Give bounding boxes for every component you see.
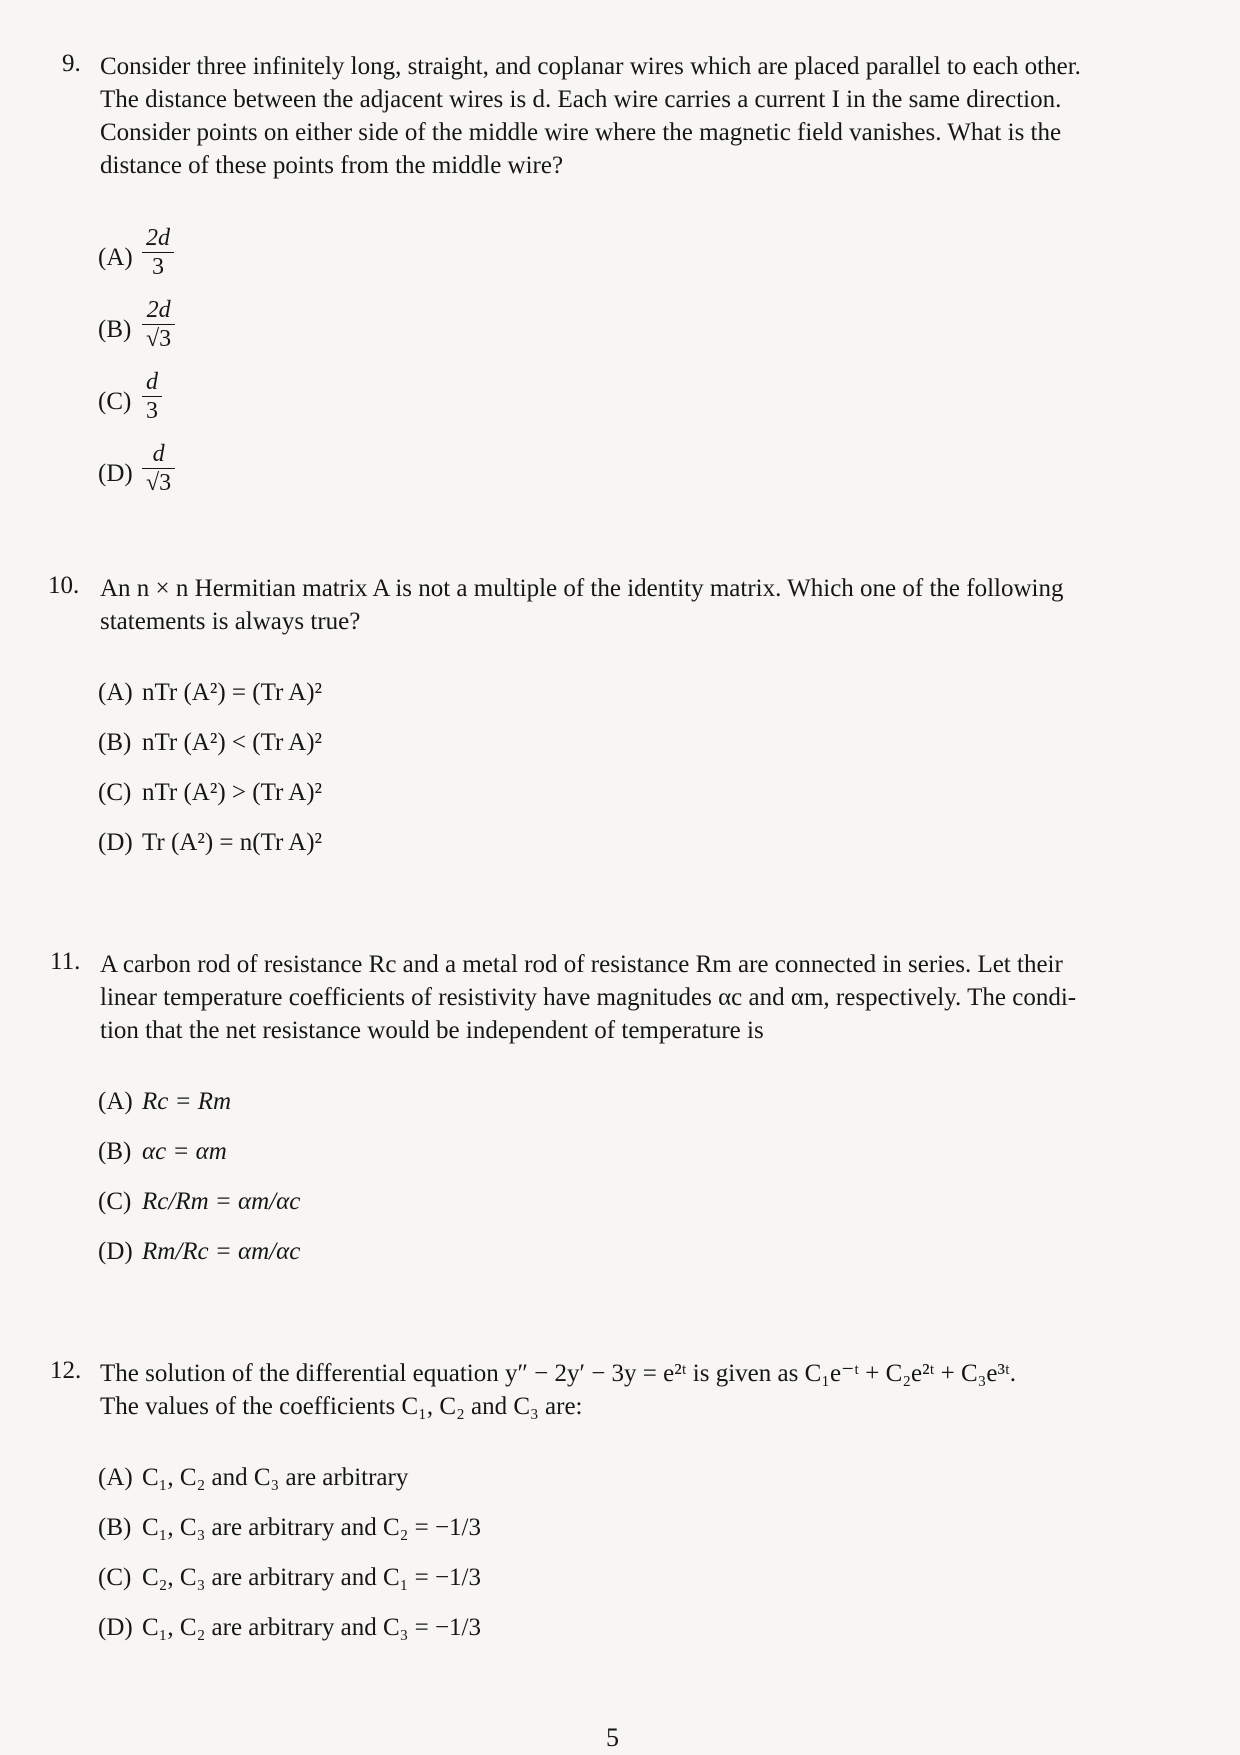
question-text-line: tion that the net resistance would be independent of temperature is bbox=[100, 1017, 764, 1044]
option-text: nTr (A²) = (Tr A)² bbox=[142, 679, 323, 706]
option-label: (B) bbox=[98, 1138, 132, 1165]
option-label: (D) bbox=[98, 460, 133, 487]
fraction-denominator: 3 bbox=[146, 398, 158, 424]
option-a[interactable] bbox=[98, 1077, 1192, 1127]
option-c[interactable] bbox=[98, 768, 1192, 818]
option-label: (A) bbox=[98, 1088, 133, 1115]
question-9 bbox=[62, 50, 1192, 512]
option-b[interactable] bbox=[98, 1503, 1192, 1553]
question-number: 10. bbox=[48, 572, 80, 599]
options-list bbox=[98, 224, 1192, 512]
option-a[interactable] bbox=[98, 224, 1192, 296]
option-d[interactable] bbox=[98, 1603, 1192, 1653]
option-label: (D) bbox=[98, 829, 133, 856]
question-number: 12. bbox=[50, 1357, 82, 1384]
fraction bbox=[142, 440, 175, 497]
option-c[interactable] bbox=[98, 368, 1192, 440]
option-label: (D) bbox=[98, 1614, 133, 1641]
option-d[interactable] bbox=[98, 818, 1192, 868]
question-number: 11. bbox=[50, 948, 81, 975]
fraction-numerator: 2d bbox=[142, 224, 174, 253]
option-a[interactable] bbox=[98, 1453, 1192, 1503]
question-11 bbox=[50, 948, 1192, 1277]
option-label: (C) bbox=[98, 1564, 132, 1591]
option-label: (B) bbox=[98, 729, 132, 756]
option-a[interactable] bbox=[98, 668, 1192, 718]
option-text: Rm/Rc = αm/αc bbox=[142, 1238, 301, 1265]
option-text: Rc = Rm bbox=[142, 1088, 232, 1115]
question-text-line: statements is always true? bbox=[100, 608, 361, 635]
question-text-line: distance of these points from the middle wire? bbox=[100, 152, 564, 179]
option-label: (C) bbox=[98, 779, 132, 806]
option-d[interactable] bbox=[98, 440, 1192, 512]
question-text-line: The distance between the adjacent wires is d. Each wire carries a current I in the same direction. bbox=[100, 86, 1062, 113]
option-text: C₁, C₂ and C₃ are arbitrary bbox=[142, 1464, 409, 1491]
question-number: 9. bbox=[62, 50, 81, 77]
question-12 bbox=[50, 1357, 1192, 1653]
fraction bbox=[142, 296, 175, 353]
fraction-numerator: 2d bbox=[142, 296, 175, 325]
question-10 bbox=[48, 572, 1192, 868]
option-b[interactable] bbox=[98, 296, 1192, 368]
option-c[interactable] bbox=[98, 1553, 1192, 1603]
options-list bbox=[98, 668, 1192, 868]
option-text: Rc/Rm = αm/αc bbox=[142, 1188, 301, 1215]
option-label: (C) bbox=[98, 1188, 132, 1215]
option-text: αc = αm bbox=[142, 1138, 227, 1165]
option-label: (A) bbox=[98, 1464, 133, 1491]
question-text-line: Consider three infinitely long, straight, and coplanar wires which are placed parallel to each other. bbox=[100, 53, 1081, 80]
option-label: (D) bbox=[98, 1238, 133, 1265]
question-text-line: linear temperature coefficients of resistivity have magnitudes αc and αm, respectively. The condi- bbox=[100, 984, 1077, 1011]
option-label: (B) bbox=[98, 316, 132, 343]
question-text-line: An n × n Hermitian matrix A is not a multiple of the identity matrix. Which one of the following bbox=[100, 575, 1064, 602]
options-list bbox=[98, 1453, 1192, 1653]
fraction bbox=[142, 224, 174, 281]
option-text: C₂, C₃ are arbitrary and C₁ = −1/3 bbox=[142, 1564, 481, 1591]
option-text: nTr (A²) > (Tr A)² bbox=[142, 779, 323, 806]
fraction-numerator: d bbox=[142, 440, 175, 469]
fraction-denominator: √3 bbox=[146, 326, 172, 352]
option-text: nTr (A²) < (Tr A)² bbox=[142, 729, 323, 756]
option-text: C₁, C₃ are arbitrary and C₂ = −1/3 bbox=[142, 1514, 481, 1541]
option-text: Tr (A²) = n(Tr A)² bbox=[142, 829, 323, 856]
fraction-denominator: 3 bbox=[152, 254, 164, 280]
page-number: 5 bbox=[606, 1723, 619, 1752]
question-text-line: Consider points on either side of the middle wire where the magnetic field vanishes. What is the bbox=[100, 119, 1062, 146]
option-b[interactable] bbox=[98, 718, 1192, 768]
question-text bbox=[100, 50, 1192, 182]
option-label: (B) bbox=[98, 1514, 132, 1541]
option-text: C₁, C₂ are arbitrary and C₃ = −1/3 bbox=[142, 1614, 481, 1641]
option-label: (C) bbox=[98, 388, 132, 415]
fraction-denominator: √3 bbox=[146, 470, 172, 496]
option-b[interactable] bbox=[98, 1127, 1192, 1177]
option-d[interactable] bbox=[98, 1227, 1192, 1277]
question-text bbox=[100, 572, 1192, 638]
option-c[interactable] bbox=[98, 1177, 1192, 1227]
question-text bbox=[100, 1357, 1192, 1423]
question-text bbox=[100, 948, 1192, 1047]
question-text-line: A carbon rod of resistance Rc and a metal rod of resistance Rm are connected in series. Let their bbox=[100, 951, 1063, 978]
question-text-line: The values of the coefficients C₁, C₂ and C₃ are: bbox=[100, 1393, 583, 1420]
option-label: (A) bbox=[98, 244, 133, 271]
question-text-line: The solution of the differential equation y″ − 2y′ − 3y = e²ᵗ is given as C₁e⁻ᵗ + C₂e²ᵗ + C₃e³ᵗ. bbox=[100, 1360, 1017, 1387]
fraction bbox=[142, 368, 162, 425]
options-list bbox=[98, 1077, 1192, 1277]
option-label: (A) bbox=[98, 679, 133, 706]
fraction-numerator: d bbox=[142, 368, 162, 397]
